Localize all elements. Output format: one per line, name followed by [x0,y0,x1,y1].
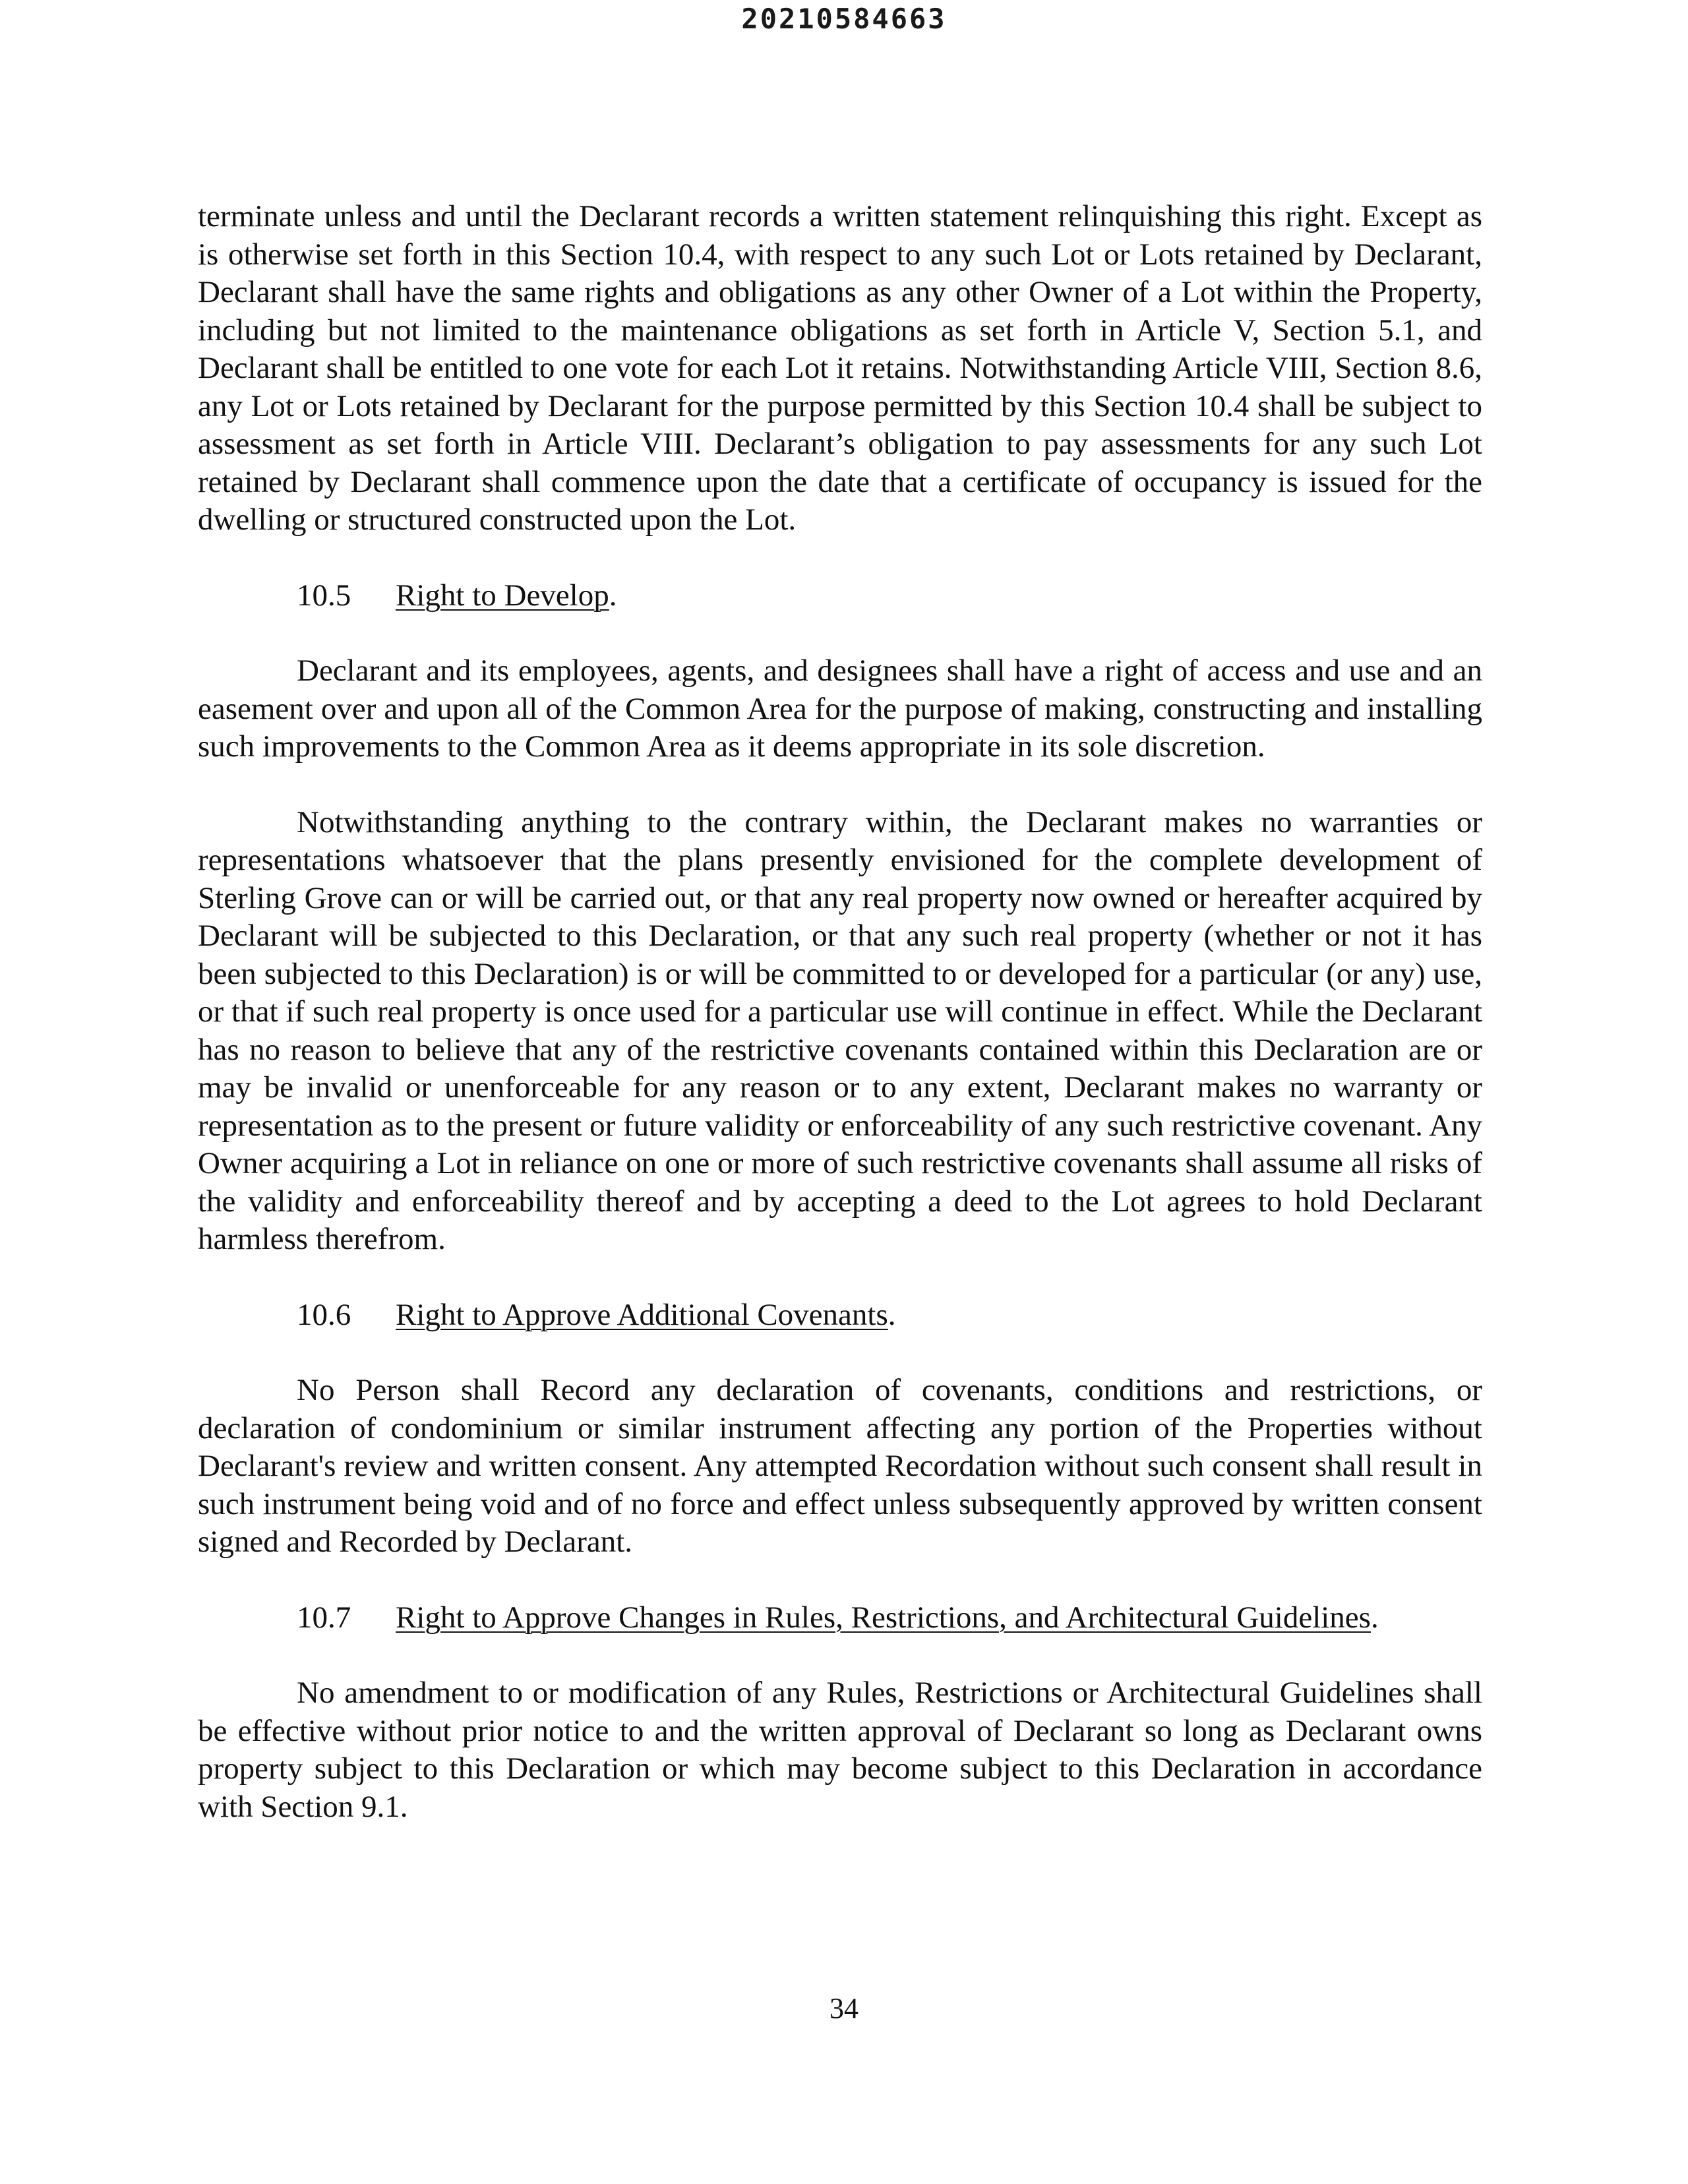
section-number: 10.5 [297,578,351,613]
paragraph-continuation: terminate unless and until the Declarant records a written statement relinquishing this right. Except as is otherwise set forth in this Section 10.4, with respect to any such Lot or Lots retained by Declarant, Declarant shall have the same rights and obligations as any other Owner of a Lot within the Property, including but not limited to the maintenance obligations as set forth in Article V, Section 5.1, and Declarant shall be entitled to one vote for each Lot it retains. Notwithstanding Article VIII, Section 8.6, any Lot or Lots retained by Declarant for the purpose permitted by this Section 10.4 shall be subject to assessment as set forth in Article VIII. Declarant’s obligation to pay assessments for any such Lot retained by Declarant shall commence upon the date that a certificate of occupancy is issued for the dwelling or structured constructed upon the Lot. [198,199,1482,537]
section-number: 10.6 [297,1297,351,1332]
section-title: Right to Develop [396,578,609,613]
section-title-punctuation: . [888,1297,896,1332]
paragraph: Declarant and its employees, agents, and designees shall have a right of access and use and an easement over and upon all of the Common Area for the purpose of making, constructing and installing such improvements to the Common Area as it deems appropriate in its sole discretion. [198,653,1482,764]
section-title: Right to Approve Additional Covenants [396,1297,888,1332]
section-title-punctuation: . [609,578,617,613]
paragraph: No amendment to or modification of any Rules, Restrictions or Architectural Guidelines shall be effective without prior notice to and the written approval of Declarant so long as Declarant owns property subject to this Declaration or which may become subject to this Declaration in accordance with Section 9.1. [198,1676,1482,1824]
section-title-punctuation: . [1370,1600,1379,1635]
paragraph: Notwithstanding anything to the contrary within, the Declarant makes no warranties or representations whatsoever that the plans presently envisioned for the complete development of Sterling Grove can or will be carried out, or that any real property now owned or hereafter acquired by Declarant will be subjected to this Declaration, or that any such real property (whether or not it has been subjected to this Declaration) is or will be committed to or developed for a particular (or any) use, or that if such real property is once used for a particular use will continue in effect. While the Declarant has no reason to believe that any of the restrictive covenants contained within this Declaration are or may be invalid or unenforceable for any reason or to any extent, Declarant makes no warranty or representation as to the present or future validity or enforceability of any such restrictive covenant. Any Owner acquiring a Lot in reliance on one or more of such restrictive covenants shall assume all risks of the validity and enforceability thereof and by accepting a deed to the Lot agrees to hold Declarant harmless therefrom. [198,804,1482,1256]
document-number: 20210584663 [741,3,947,35]
section-heading-10-7 [198,1599,1482,1637]
section-title: Right to Approve Changes in Rules, Restrictions, and Architectural Guidelines [396,1600,1371,1635]
section-heading-10-6 [198,1296,1482,1335]
document-body [198,198,1482,1864]
paragraph: No Person shall Record any declaration of covenants, conditions and restrictions, or declaration of condominium or similar instrument affecting any portion of the Properties without Declarant's review and written consent. Any attempted Recordation without such consent shall result in such instrument being void and of no force and effect unless subsequently approved by written consent signed and Recorded by Declarant. [198,1373,1482,1559]
section-number: 10.7 [297,1600,351,1635]
page-number: 34 [829,1992,859,2024]
section-heading-10-5 [198,577,1482,615]
